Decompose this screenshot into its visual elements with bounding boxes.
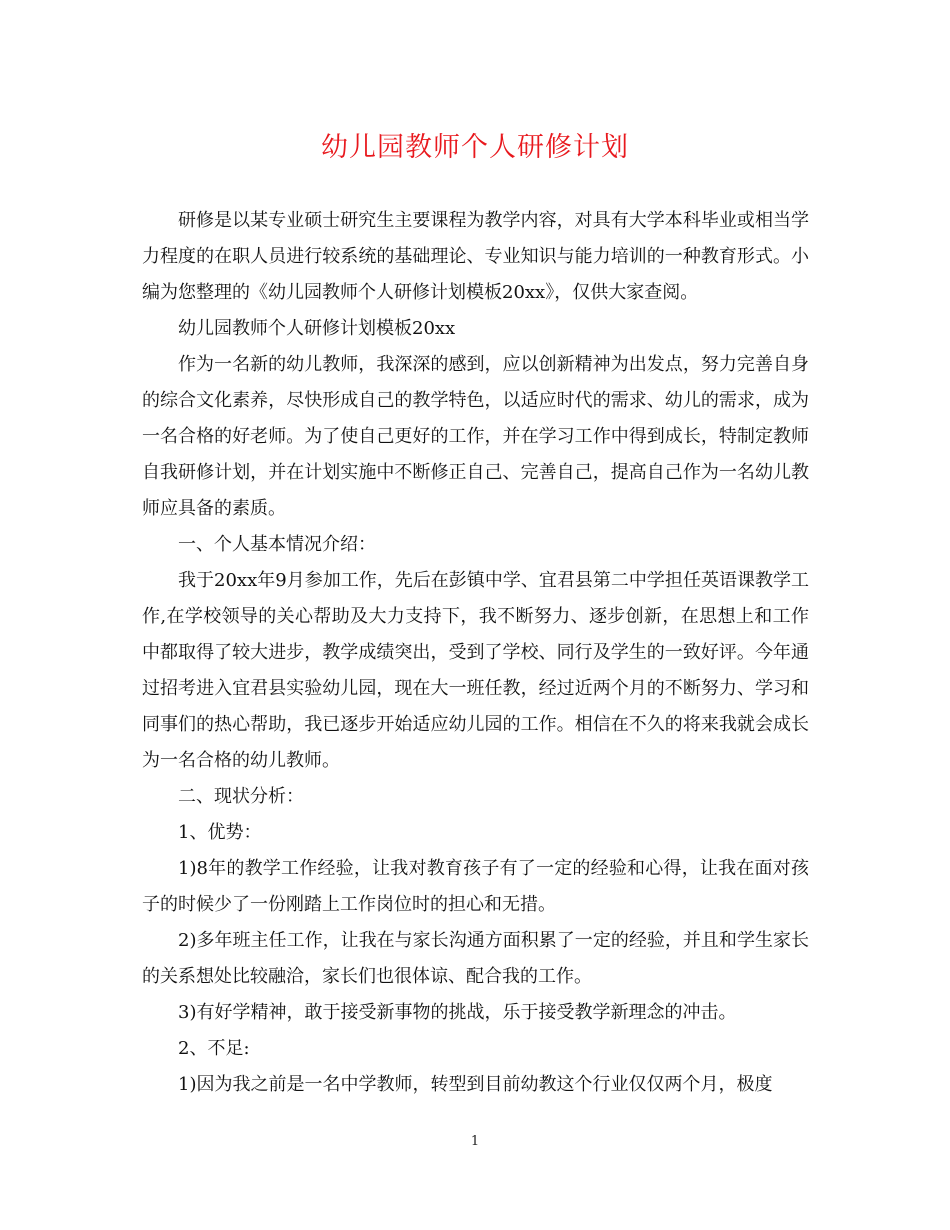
list-item-strength-2: 2)多年班主任工作，让我在与家长沟通方面积累了一定的经验，并且和学生家长的关系想处比较融洽，家长们也很体谅、配合我的工作。: [142, 930, 809, 987]
paragraph-basic-info: 我于20xx年9月参加工作，先后在彭镇中学、宜君县第二中学担任英语课教学工作,在学校领导的关心帮助及大力支持下，我不断努力、逐步创新，在思想上和工作中都取得了较大进步，教学成绩突出，受到了学校、同行及学生的一致好评。今年通过招考进入宜君县实验幼儿园，现在大一班任教，经过近两个月的不断努力、学习和同事们的热心帮助，我已逐步开始适应幼儿园的工作。相信在不久的将来我就会成长为一名合格的幼儿教师。: [142, 570, 809, 771]
paragraph-purpose: 作为一名新的幼儿教师，我深深的感到，应以创新精神为出发点，努力完善自身的综合文化素养，尽快形成自己的教学特色，以适应时代的需求、幼儿的需求，成为一名合格的好老师。为了使自己更好的工作，并在学习工作中得到成长，特制定教师自我研修计划，并在计划实施中不断修正自己、完善自己，提高自己作为一名幼儿教师应具备的素质。: [142, 354, 809, 519]
paragraph-subtitle: 幼儿园教师个人研修计划模板20xx: [178, 318, 456, 339]
page-number: 1: [470, 1134, 480, 1149]
subheading-strengths: 1、优势：: [178, 822, 262, 843]
list-item-weakness-1: 1)因为我之前是一名中学教师，转型到目前幼教这个行业仅仅两个月，极度: [178, 1074, 773, 1095]
document-title: 幼儿园教师个人研修计划: [321, 132, 629, 163]
section-heading-analysis: 二、现状分析：: [178, 786, 304, 807]
section-heading-basic-info: 一、个人基本情况介绍：: [178, 534, 376, 555]
subheading-weaknesses: 2、不足:: [178, 1038, 250, 1059]
document-body: [142, 203, 809, 1103]
paragraph-intro: 研修是以某专业硕士研究生主要课程为教学内容，对具有大学本科毕业或相当学力程度的在职人员进行较系统的基础理论、专业知识与能力培训的一种教育形式。小编为您整理的《幼儿园教师个人研修计划模板20xx》，仅供大家查阅。: [142, 210, 809, 303]
list-item-strength-3: 3)有好学精神，敢于接受新事物的挑战，乐于接受教学新理念的冲击。: [178, 1002, 737, 1023]
list-item-strength-1: 1)8年的教学工作经验，让我对教育孩子有了一定的经验和心得，让我在面对孩子的时候少了一份刚踏上工作岗位时的担心和无措。: [142, 858, 809, 915]
